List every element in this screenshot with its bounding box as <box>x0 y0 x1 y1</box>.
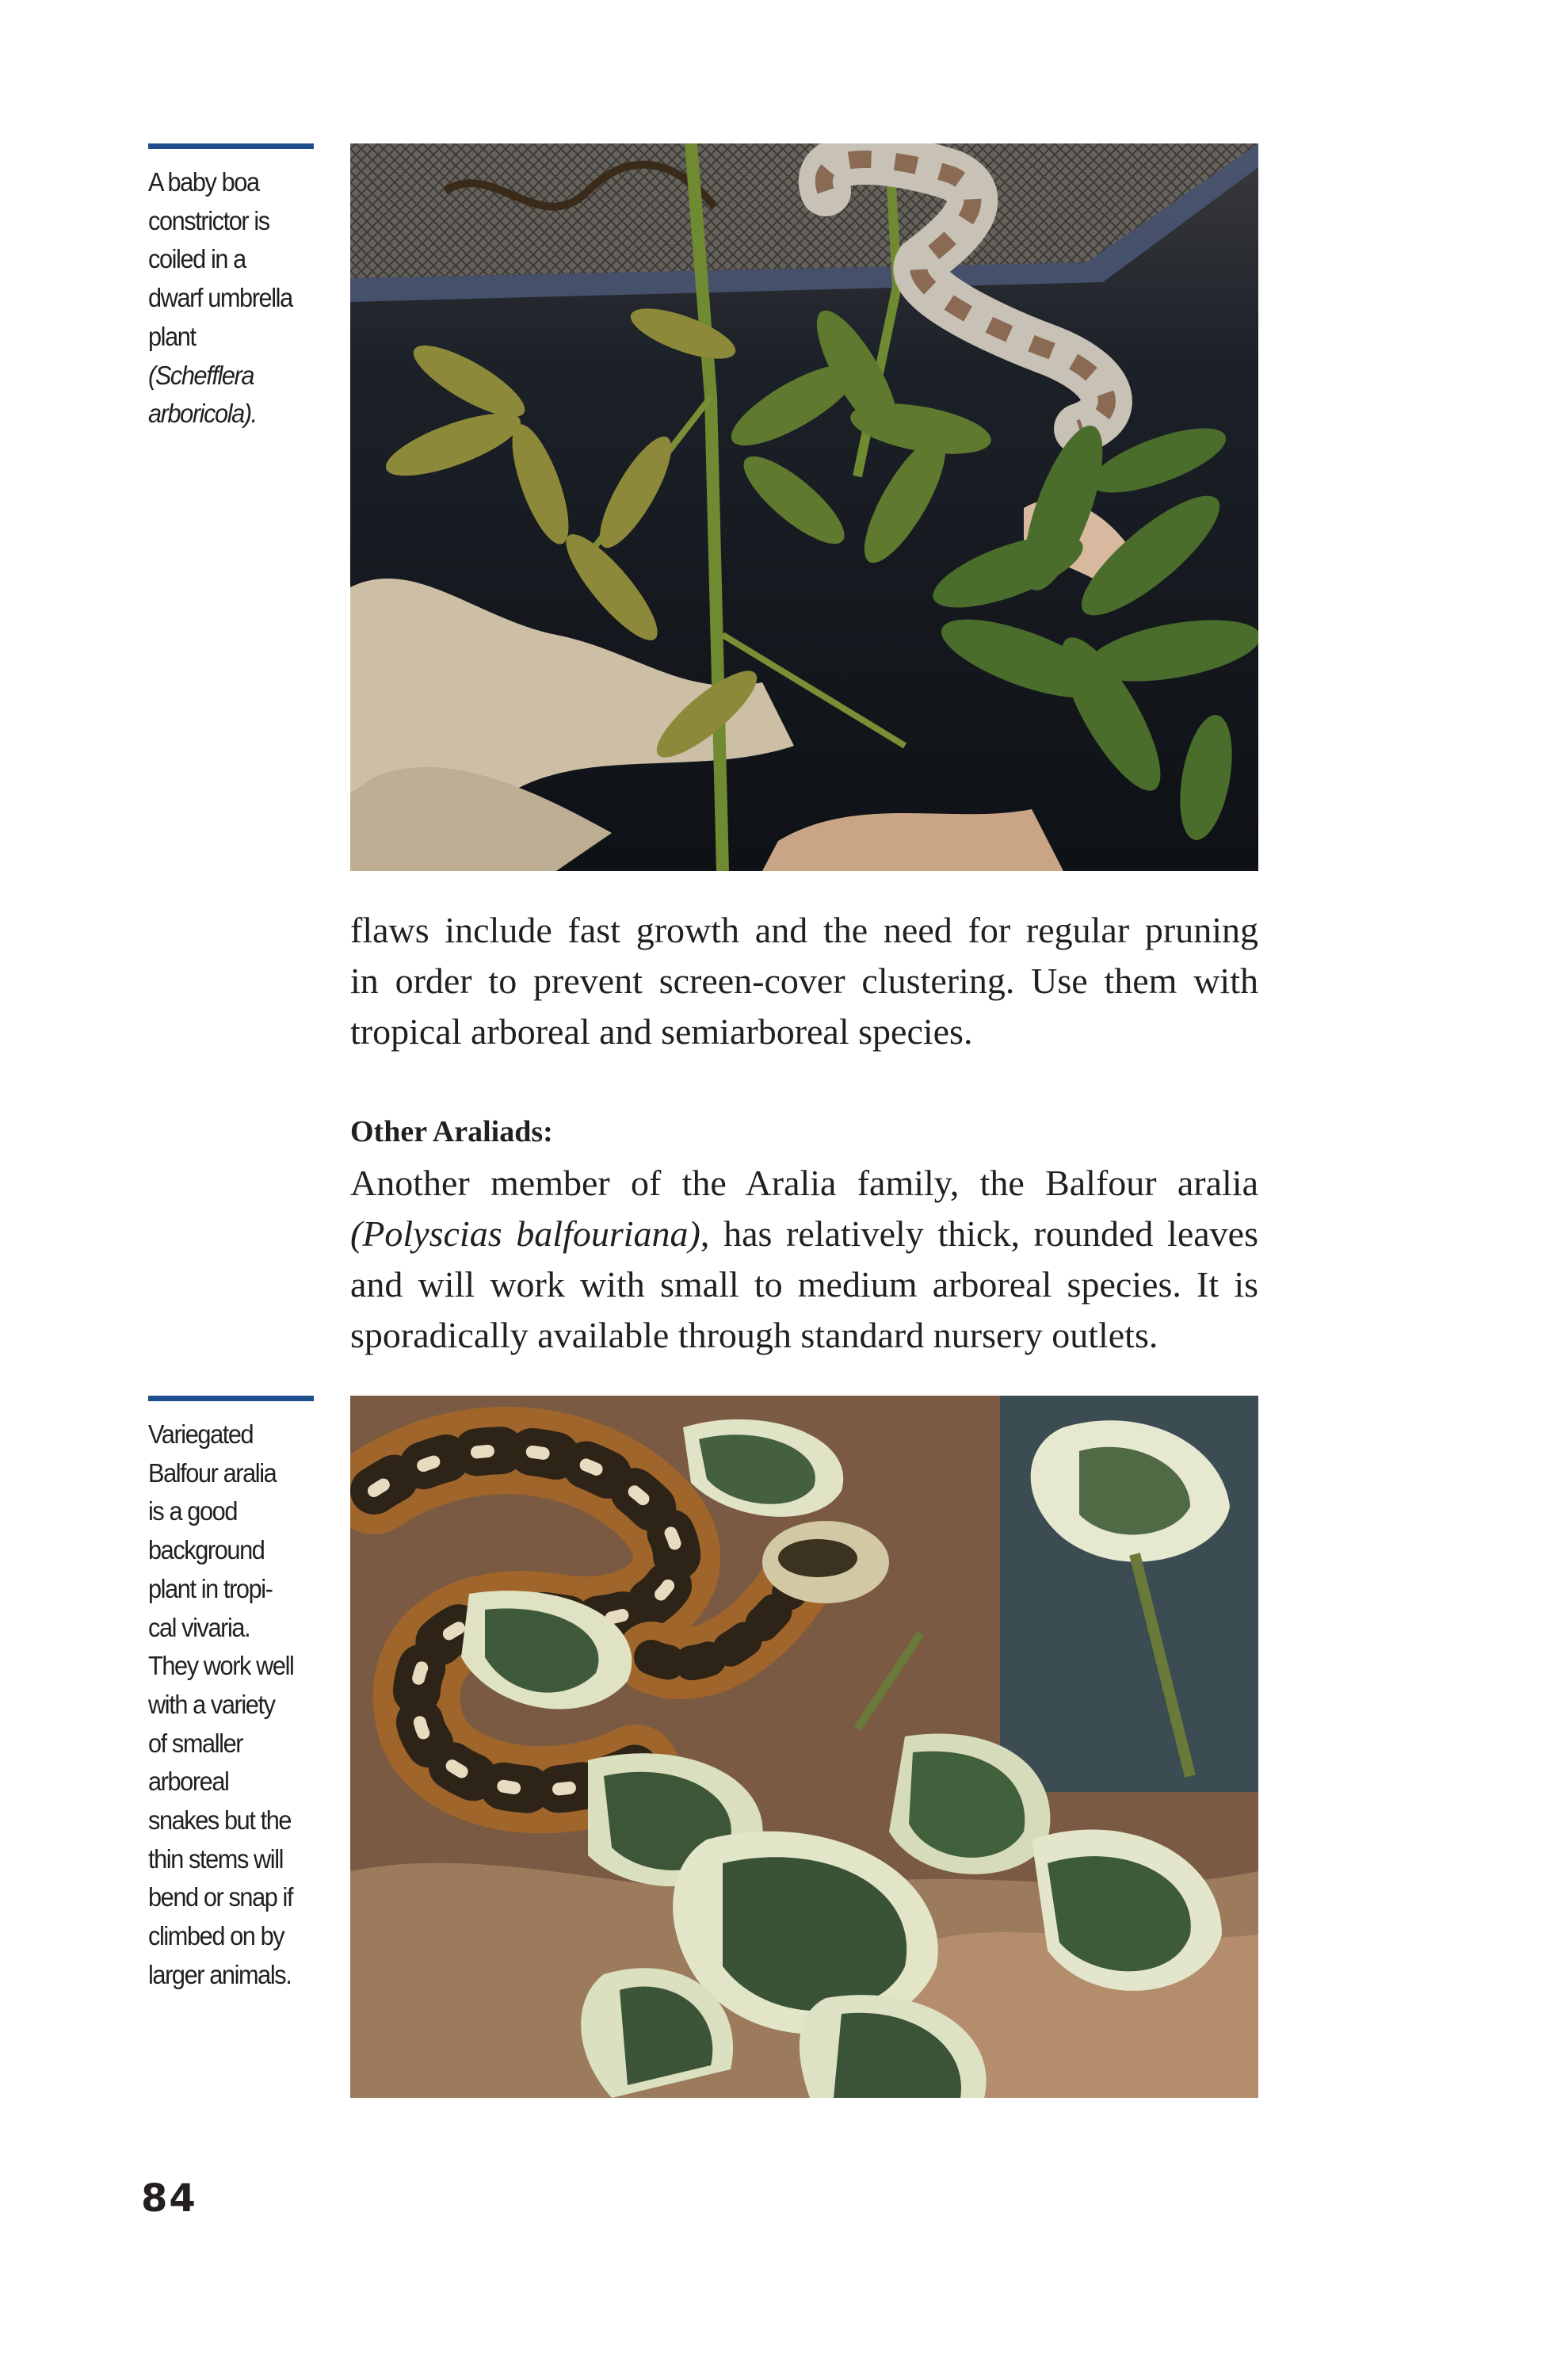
paragraph-line-rest: , has relatively thick, rounded leaves <box>700 1213 1258 1254</box>
caption-line: background <box>148 1535 265 1565</box>
caption-line-italic: arboricola). <box>148 399 257 429</box>
page-number: 84 <box>141 2176 197 2221</box>
caption-line: arboreal <box>148 1767 229 1797</box>
caption-line: plant <box>148 321 196 351</box>
paragraph-line: Another member of the Aralia family, the Balfour aralia <box>350 1163 1258 1203</box>
caption-line: They work well <box>148 1651 294 1681</box>
paragraph-line: flaws include fast growth and the need for regular pruning <box>350 910 1258 950</box>
caption-line: constrictor is <box>148 205 269 235</box>
caption-line: climbed on by <box>148 1921 284 1951</box>
caption-line: coiled in a <box>148 244 246 274</box>
photo-boa-illustration <box>350 143 1258 871</box>
paragraph-line: in order to prevent screen-cover clustering. Use them with <box>350 961 1258 1001</box>
caption-line: dwarf umbrella <box>148 283 292 313</box>
body-paragraph-continued <box>350 905 1258 1057</box>
photo-boa-in-umbrella-plant <box>350 143 1258 871</box>
paragraph-line: sporadically available through standard nursery outlets. <box>350 1315 1158 1355</box>
caption-line: with a variety <box>148 1689 275 1719</box>
photo-aralia-illustration <box>350 1396 1258 2098</box>
body-paragraph-araliads <box>350 1158 1258 1361</box>
caption-line: larger animals. <box>148 1959 292 1989</box>
caption-line: thin stems will <box>148 1843 284 1874</box>
caption-line: Balfour aralia <box>148 1457 277 1488</box>
caption-line: bend or snap if <box>148 1882 293 1912</box>
photo-caption-boa <box>148 163 311 434</box>
photo-python-in-balfour-aralia <box>350 1396 1258 2098</box>
caption-line-italic: (Schefflera <box>148 360 254 390</box>
photo-caption-aralia <box>148 1415 311 1995</box>
caption-line: snakes but the <box>148 1805 292 1836</box>
paragraph-line: and will work with small to medium arboreal species. It is <box>350 1264 1258 1305</box>
caption-rule-top <box>148 143 314 149</box>
section-heading-other-araliads: Other Araliads: <box>350 1115 553 1148</box>
paragraph-line: tropical arboreal and semiarboreal species. <box>350 1011 973 1052</box>
caption-line: cal vivaria. <box>148 1612 250 1642</box>
caption-rule-top <box>148 1396 314 1401</box>
paragraph-line-mixed <box>350 1209 1258 1259</box>
caption-line: plant in tropi- <box>148 1573 273 1603</box>
caption-line: of smaller <box>148 1728 243 1758</box>
species-name-italic: (Polyscias balfouriana) <box>350 1213 700 1254</box>
caption-line: A baby boa <box>148 167 259 197</box>
caption-line: is a good <box>148 1496 238 1526</box>
caption-line: Variegated <box>148 1419 254 1449</box>
